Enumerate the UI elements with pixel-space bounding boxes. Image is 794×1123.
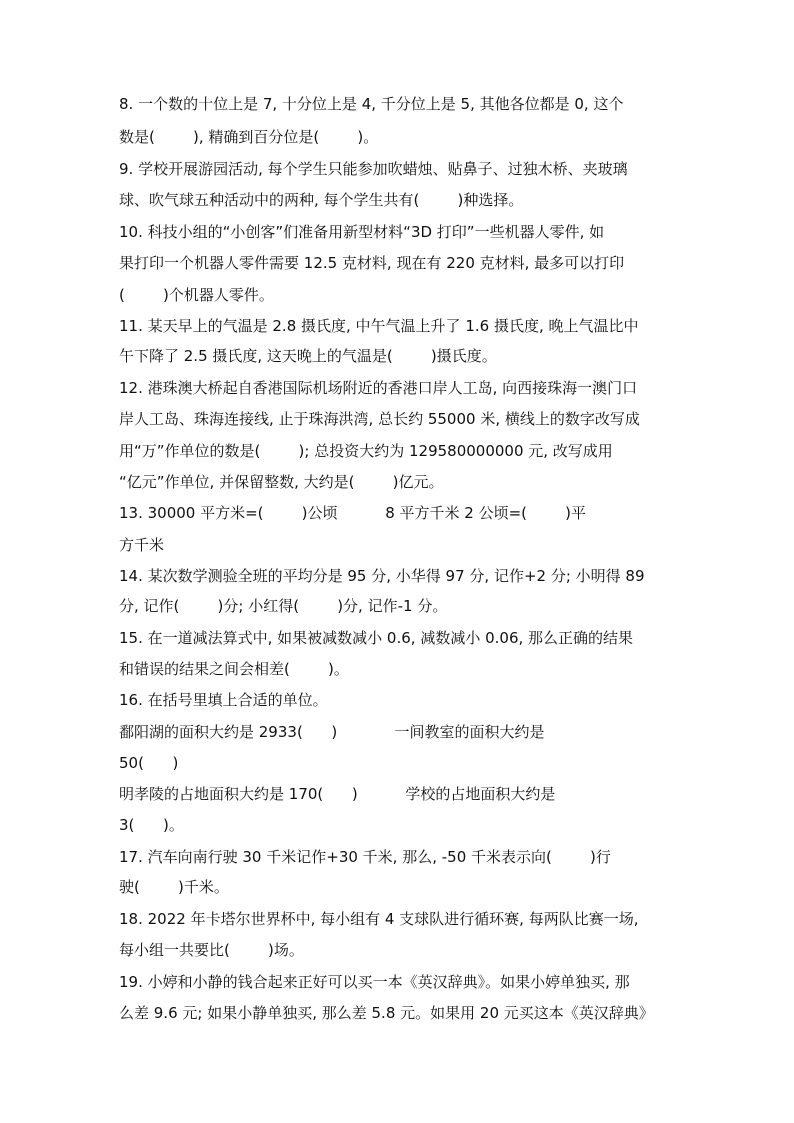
text-line: 方千米	[119, 536, 165, 554]
text-line: 球、吹气球五种活动中的两种, 每个学生共有( )种选择。	[119, 191, 524, 209]
text-line: 16. 在括号里填上合适的单位。	[119, 691, 328, 709]
text-line: 17. 汽车向南行驶 30 千米记作+30 千米, 那么, -50 千米表示向( )行	[119, 848, 611, 866]
text-line: 3( )。	[119, 816, 184, 834]
text-line: 驶( )千米。	[119, 878, 229, 896]
text-line: 12. 港珠澳大桥起自香港国际机场附近的香港口岸人工岛, 向西接珠海一澳门口	[119, 379, 638, 397]
text-line: ( )个机器人零件。	[119, 286, 274, 304]
text-line: 19. 小婷和小静的钱合起来正好可以买一本《英汉辞典》。如果小婷单独买, 那	[119, 973, 630, 991]
text-line: 午下降了 2.5 摄氏度, 这天晚上的气温是( )摄氏度。	[119, 347, 497, 365]
text-line: 9. 学校开展游园活动, 每个学生只能参加吹蜡烛、贴鼻子、过独木桥、夹玻璃	[119, 160, 628, 178]
text-line: 50( )	[119, 754, 179, 772]
text-line: 15. 在一道减法算式中, 如果被减数减小 0.6, 减数减小 0.06, 那么正确的结果	[119, 629, 634, 647]
text-line: 鄱阳湖的面积大约是 2933( ) 一间教室的面积大约是	[119, 723, 545, 741]
text-line: 14. 某次数学测验全班的平均分是 95 分, 小华得 97 分, 记作+2 分; 小明得 89	[119, 567, 645, 585]
text-line: 分, 记作( )分; 小红得( )分, 记作-1 分。	[119, 597, 448, 615]
text-line: 果打印一个机器人零件需要 12.5 克材料, 现在有 220 克材料, 最多可以打印	[119, 254, 625, 272]
text-line: 数是( ), 精确到百分位是( )。	[119, 128, 379, 146]
text-line: 10. 科技小组的“小创客”们准备用新型材料“3D 打印”一些机器人零件, 如	[119, 223, 605, 241]
text-line: 和错误的结果之间会相差( )。	[119, 660, 349, 678]
text-line: 用“万”作单位的数是( ); 总投资大约为 129580000000 元, 改写成用	[119, 442, 613, 460]
text-line: “亿元”作单位, 并保留整数, 大约是( )亿元。	[119, 473, 444, 491]
text-line: 岸人工岛、珠海连接线, 止于珠海洪湾, 总长约 55000 米, 横线上的数字改写成	[119, 410, 640, 428]
text-line: 11. 某天早上的气温是 2.8 摄氏度, 中午气温上升了 1.6 摄氏度, 晚上气温比中	[119, 317, 639, 335]
text-line: 每小组一共要比( )场。	[119, 941, 304, 959]
text-line: 明孝陵的占地面积大约是 170( ) 学校的占地面积大约是	[119, 785, 556, 803]
text-line: 13. 30000 平方米=( )公顷 8 平方千米 2 公顷=( )平	[119, 504, 587, 522]
text-line: 18. 2022 年卡塔尔世界杯中, 每小组有 4 支球队进行循环赛, 每两队比赛一场,	[119, 910, 639, 928]
text-line: 么差 9.6 元; 如果小静单独买, 那么差 5.8 元。如果用 20 元买这本《英汉辞典》	[119, 1004, 654, 1022]
text-line: 8. 一个数的十位上是 7, 十分位上是 4, 千分位上是 5, 其他各位都是 0, 这个	[119, 95, 624, 113]
